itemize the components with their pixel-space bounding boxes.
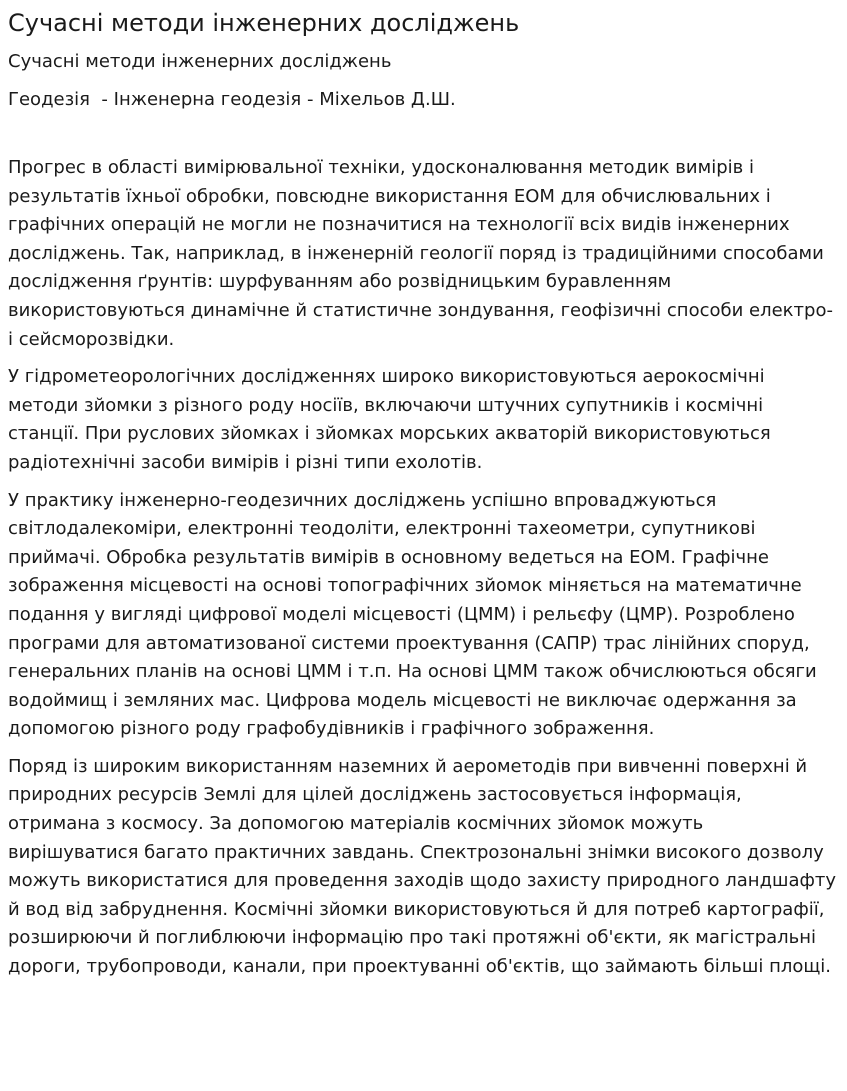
article-paragraph: Прогрес в області вимірювальної техніки, удосконалювання методик вимірів і результатів їхньої обробки, повсюдне використання ЕОМ для обчислювальних і графічних операцій не могли не позначитися на технології всіх видів інженерних досліджень. Так, наприклад, в інженерній геології поряд із традиційними способами дослідження ґрунтів: шурфуванням або розвідницьким буравленням використовуються динамічне й статистичне зондування, геофізичні способи електро- і сейсморозвідки.: [8, 157, 833, 350]
article-paragraph: У гідрометеорологічних дослідженнях широко використовуються аерокосмічні методи зйомки з різного роду носіїв, включаючи штучних супутників і космічні станції. При руслових зйомках і зйомках морських акваторій використовуються радіотехнічні засоби вимірів і різні типи ехолотів.: [8, 366, 771, 473]
page-title: Сучасні методи інженерних досліджень: [8, 9, 520, 37]
article-paragraph: У практику інженерно-геодезичних досліджень успішно впроваджуються світлодалекоміри, електронні теодоліти, електронні тахеометри, супутникові приймачі. Обробка результатів вимірів в основному ведеться на ЕОМ. Графічне зображення місцевості на основі топографічних зйомок міняється на математичне подання у вигляді цифрової моделі місцевості (ЦММ) і рельєфу (ЦМР). Розроблено програми для автоматизованої системи проектування (САПР) трас лінійних споруд, генеральних планів на основі ЦММ і т.п. На основі ЦММ також обчислюються обсяги водоймищ і земляних мас. Цифрова модель місцевості не виключає одержання за допомогою різного роду графобудівників і графічного зображення.: [8, 489, 817, 740]
breadcrumb: Геодезія - Інженерна геодезія - Міхельов Д.Ш.: [8, 89, 456, 110]
article-paragraph: Поряд із широким використанням наземних й аерометодів при вивченні поверхні й природних ресурсів Землі для цілей досліджень застосовується інформація, отримана з космосу. За допомогою матеріалів космічних зйомок можуть вирішуватися багато практичних завдань. Спектрозональні знімки високого дозволу можуть використатися для проведення заходів щодо захисту природного ландшафту й вод від забруднення. Космічні зйомки використовуються й для потреб картографії, розширюючи й поглиблюючи інформацію про такі протяжні об'єкти, як магістральні дороги, трубопроводи, канали, при проектуванні об'єктів, що займають більші площі.: [8, 755, 837, 978]
article-body: [8, 112, 839, 982]
page-subtitle: Сучасні методи інженерних досліджень: [8, 51, 392, 72]
